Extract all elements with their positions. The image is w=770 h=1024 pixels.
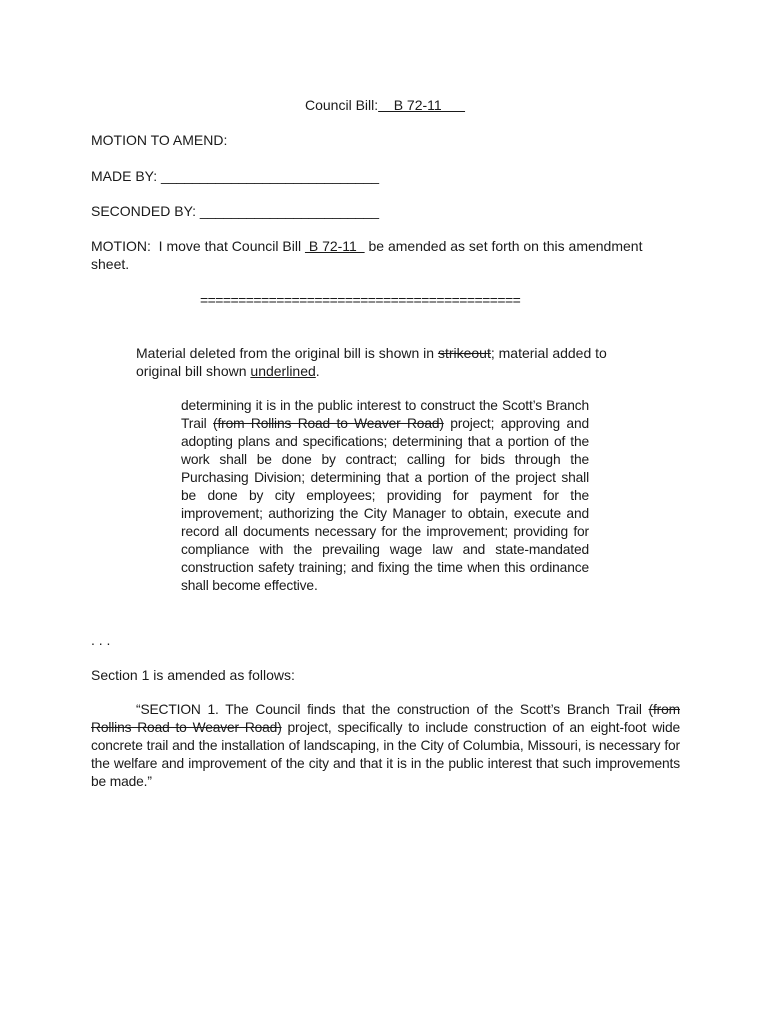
council-bill-label: Council Bill: bbox=[305, 97, 379, 113]
section-intro: Section 1 is amended as follows: bbox=[91, 667, 295, 683]
made-by-line bbox=[91, 167, 379, 185]
section-1-part-2: project, specifically to include construction of an eight-foot wide concrete trail and the installation of landscaping, in the City of Columbia, Missouri, is necessary for the welfare and improvement of the city and that it is in the public interest that such improvements be made.” bbox=[91, 720, 680, 789]
legend-part-3: original bill shown bbox=[136, 363, 251, 379]
section-1-text bbox=[91, 701, 680, 791]
motion-suffix: be amended as set forth on this amendment bbox=[364, 238, 643, 254]
ellipsis: . . . bbox=[91, 632, 111, 648]
seconded-by-line bbox=[91, 202, 379, 220]
title-part-2: project; approving and adopting plans and specifications; determining that a portion of the work shall be done by contract; calling for bids through the Purchasing Division; determining that a portion of the project shall be done by city employees; providing for payment for the improvement; authorizing the City Manager to obtain, execute and record all documents necessary for the improvement; providing for compliance with the prevailing wage law and state-mandated construction safety training; and fixing the time when this ordinance shall become effective. bbox=[181, 416, 589, 593]
section-1-struck-text: (from Rollins Road to Weaver Road) bbox=[91, 702, 680, 735]
seconded-by-label: SECONDED BY: bbox=[91, 203, 197, 219]
legend-line-1 bbox=[136, 344, 607, 362]
bill-title-text bbox=[181, 397, 589, 595]
legend-line-2 bbox=[136, 362, 320, 380]
section-1-part-1: “SECTION 1. The Council finds that the construction of the Scott’s Branch Trail bbox=[136, 702, 649, 717]
legend-part-1: Material deleted from the original bill is shown in bbox=[136, 345, 438, 361]
legend-part-4: . bbox=[315, 363, 320, 379]
legend-part-2: ; material added to bbox=[490, 345, 607, 361]
council-bill-heading bbox=[305, 96, 465, 114]
separator: ========================================== bbox=[200, 292, 521, 308]
legend-underlined-example: underlined bbox=[250, 363, 316, 379]
council-bill-number: B 72-11 bbox=[378, 97, 466, 113]
motion-to-amend-label: MOTION TO AMEND: bbox=[91, 132, 228, 148]
motion-bill-number: B 72-11 bbox=[304, 238, 365, 254]
legend-strikeout-example: strikeout bbox=[437, 345, 491, 361]
title-struck-text: (from Rollins Road to Weaver Road) bbox=[213, 416, 444, 431]
seconded-by-blank: _______________________ bbox=[199, 203, 380, 219]
motion-prefix: MOTION: I move that Council Bill bbox=[91, 238, 305, 254]
motion-line-2: sheet. bbox=[91, 256, 130, 272]
made-by-label: MADE BY: bbox=[91, 168, 158, 184]
title-part-1: determining it is in the public interest to construct the Scott’s Branch Trail bbox=[181, 398, 589, 431]
made-by-blank: ____________________________ bbox=[161, 168, 380, 184]
motion-line-1 bbox=[91, 237, 642, 255]
